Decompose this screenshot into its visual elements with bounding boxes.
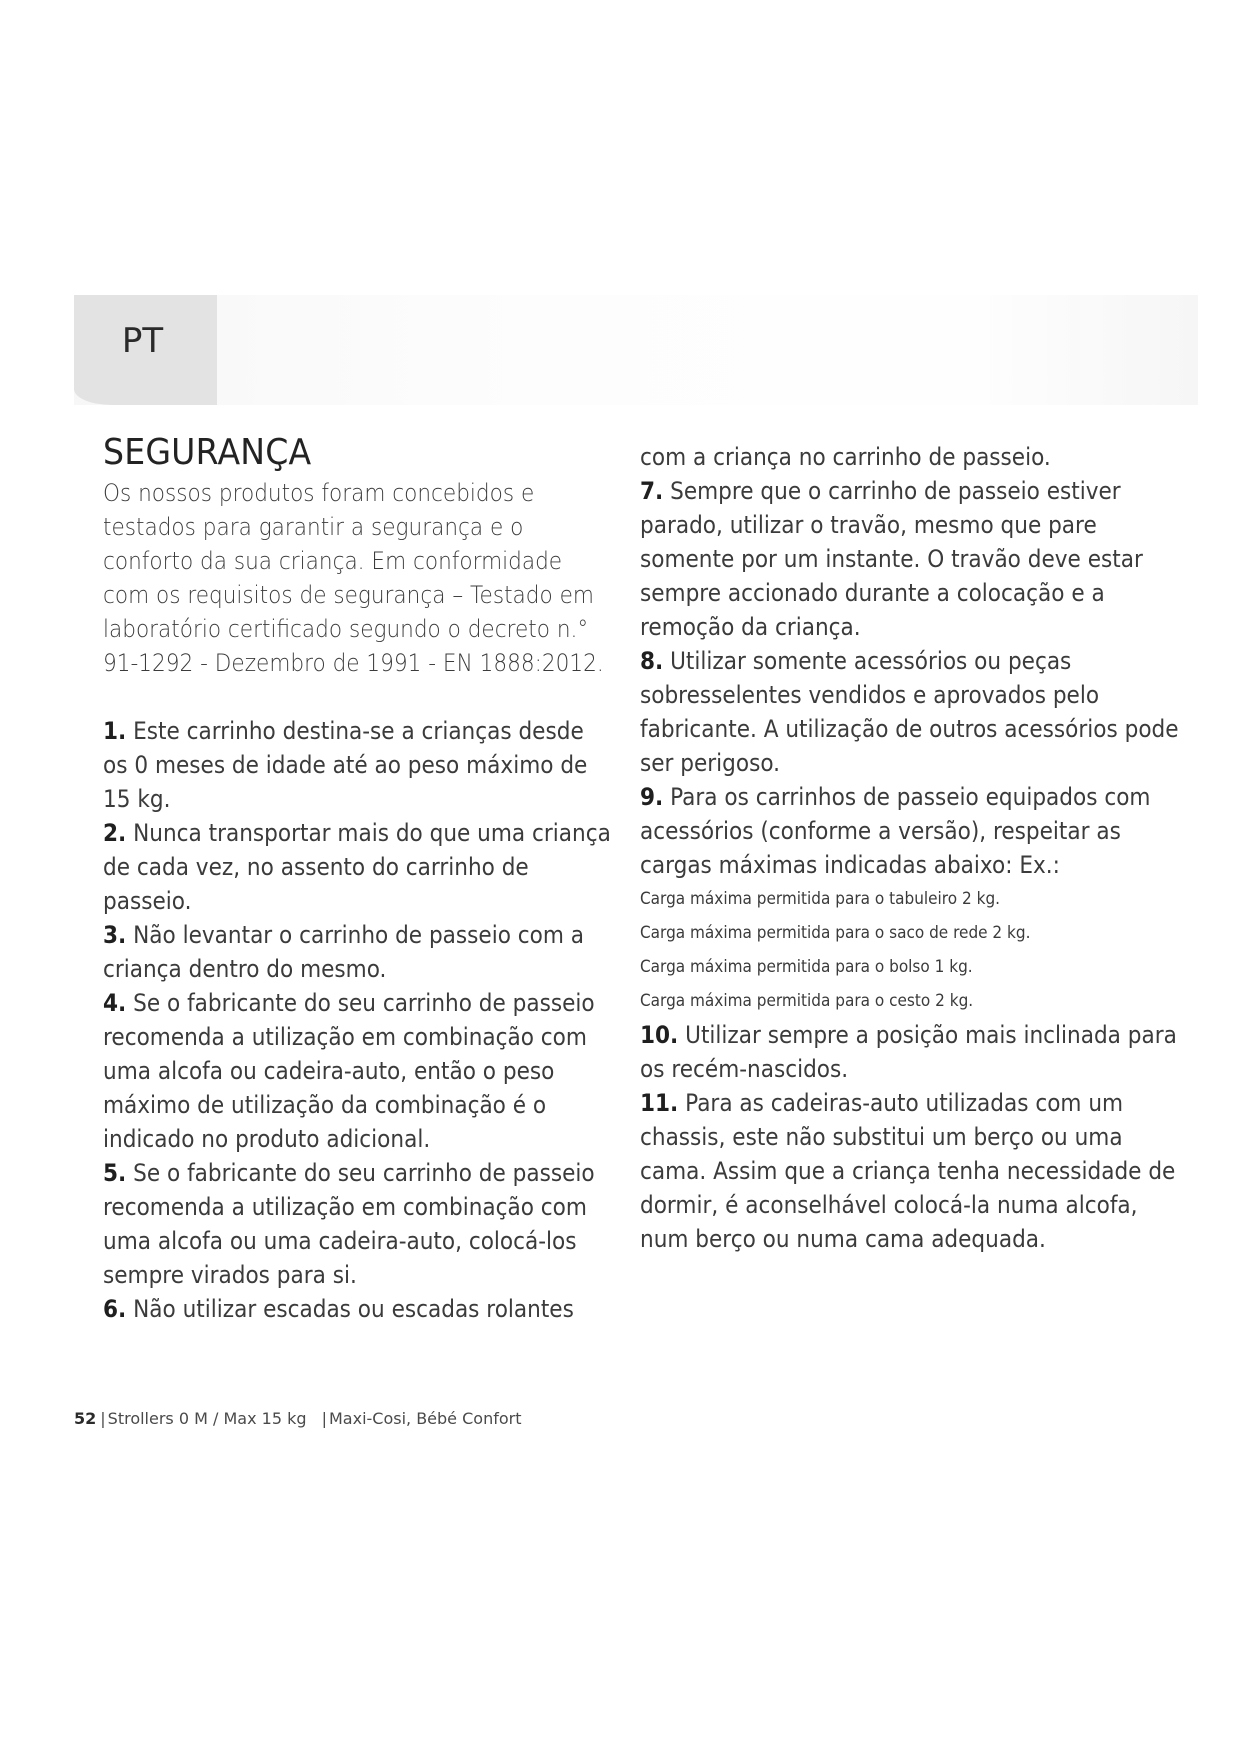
load-limit: Carga máxima permitida para o cesto 2 kg. [640,991,974,1011]
language-tab [74,295,217,405]
list-item-continuation: com a criança no carrinho de passeio. [640,443,1051,471]
list-item: 7. Sempre que o carrinho de passeio estiver parado, utilizar o travão, mesmo que pare somente por um instante. O travão deve estar sempre accionado durante a colocação e a remoção da criança. [640,477,1143,641]
language-label: PT [121,321,164,361]
list-item: 6. Não utilizar escadas ou escadas rolantes [103,1295,574,1323]
footer-product: Strollers 0 M / Max 15 kg [107,1409,307,1428]
right-column [640,440,1180,1256]
footer-separator: | [321,1409,327,1428]
footer-separator: | [100,1409,106,1428]
load-limit: Carga máxima permitida para o bolso 1 kg. [640,957,973,977]
list-item: 1. Este carrinho destina-se a crianças desde os 0 meses de idade até ao peso máximo de 15 kg. [103,717,588,813]
header-band [74,295,1198,405]
list-item: 2. Nunca transportar mais do que uma criança de cada vez, no assento do carrinho de passeio. [103,819,611,915]
list-item: 5. Se o fabricante do seu carrinho de passeio recomenda a utilização em combinação com uma alcofa ou uma cadeira-auto, colocá-los sempre virados para si. [103,1159,595,1289]
load-limit: Carga máxima permitida para o tabuleiro 2 kg. [640,889,1001,909]
list-item: 4. Se o fabricante do seu carrinho de passeio recomenda a utilização em combinação com uma alcofa ou cadeira-auto, então o peso máximo de utilização da combinação é o indicado no produto adicional. [103,989,595,1153]
list-item: 9. Para os carrinhos de passeio equipados com acessórios (conforme a versão), respeitar as cargas máximas indicadas abaixo: Ex.: [640,783,1151,879]
section-title: SEGURANÇA [103,432,312,473]
intro-paragraph: Os nossos produtos foram concebidos e testados para garantir a segurança e o conforto da sua criança. Em conformidade com os requisitos de segurança – Testado em laboratório certificado segundo o decreto n.° 91-1292 - Dezembro de 1991 - EN 1888:2012. [103,479,604,677]
list-item: 10. Utilizar sempre a posição mais inclinada para os recém-nascidos. [640,1021,1177,1083]
load-limit: Carga máxima permitida para o saco de rede 2 kg. [640,923,1031,943]
page-number: 52 [74,1409,97,1428]
list-item: 3. Não levantar o carrinho de passeio com a criança dentro do mesmo. [103,921,585,983]
left-column [103,430,613,1326]
list-item: 8. Utilizar somente acessórios ou peças sobresselentes vendidos e aprovados pelo fabricante. A utilização de outros acessórios pode ser perigoso. [640,647,1179,777]
page-footer [74,1409,521,1428]
list-item: 11. Para as cadeiras-auto utilizadas com um chassis, este não substitui um berço ou uma cama. Assim que a criança tenha necessidade de dormir, é aconselhável colocá-la numa alcofa, num berço ou numa cama adequada. [640,1089,1176,1253]
footer-brands: Maxi-Cosi, Bébé Confort [328,1409,522,1428]
